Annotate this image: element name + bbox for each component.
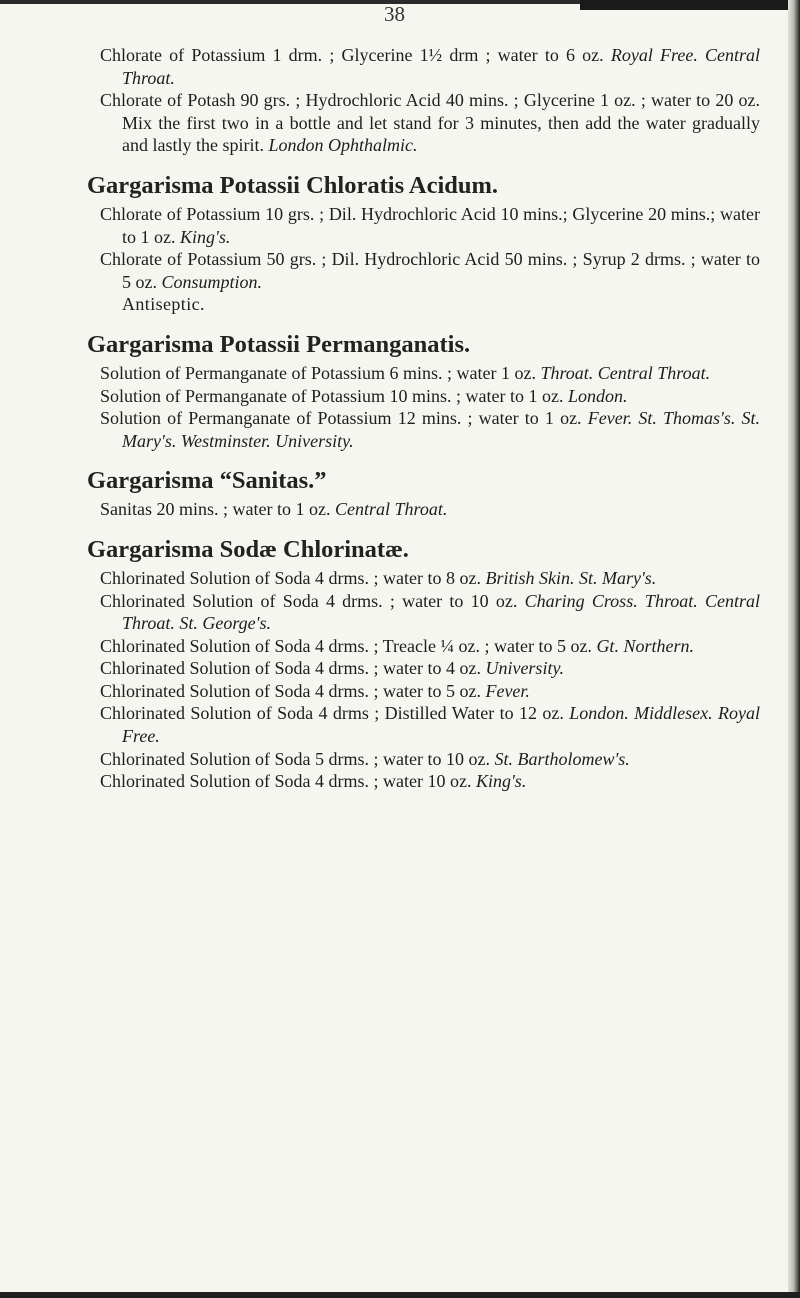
recipe-text: Chlorinated Solution of Soda 4 drms. ; water to 8 oz. — [100, 567, 481, 588]
recipe-source: Central Throat. — [334, 499, 448, 520]
recipe-entry — [100, 590, 760, 635]
recipe-text: Solution of Permanganate of Potassium 10 mins. ; water to 1 oz. — [100, 385, 564, 406]
page-content — [87, 44, 761, 793]
recipe-text: Chlorate of Potash 90 grs. ; Hydrochloric Acid 40 mins. ; Glycerine 1 oz. ; water to 20 oz. Mix the first two in a bottle and let stand for 3 minutes, then add the water gradually and lastly the spirit. — [100, 90, 760, 156]
recipe-source: Consumption. — [161, 271, 263, 292]
recipe-source: Charing Cross. Throat. Central Throat. St. George's. — [122, 590, 761, 634]
recipe-entry — [100, 498, 760, 521]
recipe-source: St. Bartholomew's. — [494, 748, 630, 769]
recipe-source: British Skin. St. Mary's. — [485, 567, 657, 588]
recipe-entry — [100, 567, 760, 590]
recipe-source: Fever. — [485, 680, 530, 701]
recipe-source: Throat. Central Throat. — [540, 362, 711, 383]
page-edge-shadow — [788, 0, 800, 1298]
section-heading: Gargarisma Potassii Permanganatis. — [87, 330, 471, 358]
recipe-text: Chlorinated Solution of Soda 4 drms. ; water to 10 oz. — [100, 590, 518, 611]
recipe-text: Chlorate of Potassium 1 drm. ; Glycerine 1½ drm ; water to 6 oz. — [100, 45, 604, 65]
recipe-entry — [100, 680, 760, 703]
recipe-source: King's. — [180, 226, 231, 247]
recipe-entry — [100, 248, 760, 293]
recipe-text: Chlorate of Potassium 50 grs. ; Dil. Hydrochloric Acid 50 mins. ; Syrup 2 drms. ; water to 5 oz. — [100, 249, 760, 292]
recipe-text: Chlorinated Solution of Soda 4 drms ; Distilled Water to 12 oz. — [100, 703, 564, 724]
recipe-entry — [100, 44, 760, 89]
recipe-text: Sanitas 20 mins. ; water to 1 oz. — [100, 499, 331, 520]
recipe-text: Chlorinated Solution of Soda 4 drms. ; Treacle ¼ oz. ; water to 5 oz. — [100, 635, 592, 656]
recipe-text: Chlorate of Potassium 10 grs. ; Dil. Hydrochloric Acid 10 mins.; Glycerine 20 mins.; water to 1 oz. — [100, 203, 760, 247]
recipe-entry — [100, 635, 760, 658]
section-heading: Gargarisma Sodæ Chlorinatæ. — [87, 535, 409, 563]
recipe-entry — [100, 203, 760, 248]
recipe-source: Royal Free. Central Throat. — [122, 45, 761, 88]
recipe-entry — [100, 407, 760, 452]
page-number: 38 — [384, 2, 405, 26]
recipe-text: Chlorinated Solution of Soda 5 drms. ; water to 10 oz. — [100, 748, 490, 769]
recipe-entry — [100, 748, 760, 771]
recipe-entry — [100, 702, 760, 747]
recipe-entry — [100, 770, 760, 793]
recipe-text: Chlorinated Solution of Soda 4 drms. ; water 10 oz. — [100, 771, 472, 792]
recipe-entry — [100, 89, 760, 157]
recipe-entry — [100, 362, 760, 385]
recipe-source: Gt. Northern. — [596, 635, 694, 656]
recipe-source: Fever. St. Thomas's. St. Mary's. Westminster. University. — [122, 408, 761, 451]
recipe-source: King's. — [475, 771, 527, 792]
recipe-entry — [100, 385, 760, 408]
recipe-text: Chlorinated Solution of Soda 4 drms. ; water to 5 oz. — [100, 680, 481, 701]
recipe-source: London Ophthalmic. — [268, 135, 418, 156]
section-heading: Gargarisma “Sanitas.” — [87, 467, 327, 495]
section-heading: Gargarisma Potassii Chloratis Acidum. — [87, 171, 499, 199]
recipe-source: London. — [567, 385, 628, 406]
recipe-text: Solution of Permanganate of Potassium 12 mins. ; water to 1 oz. — [100, 408, 582, 429]
top-border-dark — [580, 0, 800, 10]
recipe-text: Solution of Permanganate of Potassium 6 mins. ; water 1 oz. — [100, 362, 536, 383]
recipe-source: University. — [485, 658, 564, 679]
recipe-text: Chlorinated Solution of Soda 4 drms. ; water to 4 oz. — [100, 658, 481, 679]
recipe-source: London. Middlesex. Royal Free. — [122, 703, 760, 747]
bottom-border — [0, 1292, 800, 1298]
section-note: Antiseptic. — [122, 294, 205, 315]
recipe-entry — [100, 657, 760, 680]
